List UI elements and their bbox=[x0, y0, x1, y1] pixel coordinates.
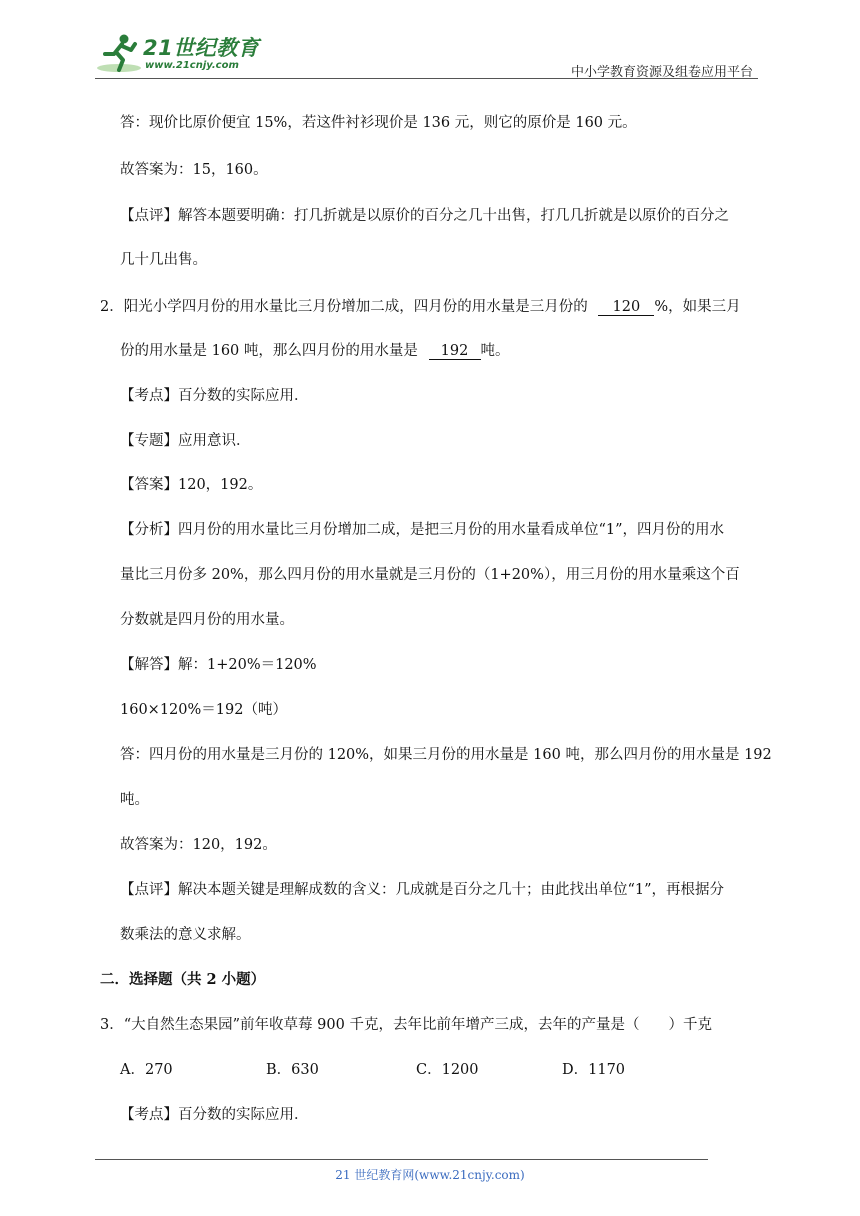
q2-stem-line-2 bbox=[120, 339, 510, 360]
q1-final-answer: 故答案为：15，160。 bbox=[120, 162, 268, 178]
footer-text[interactable]: 21 世纪教育网(www.21cnjy.com) bbox=[335, 1168, 525, 1182]
q2-blank-1: 120 bbox=[598, 299, 654, 316]
q2-stem-b: %，如果三月 bbox=[654, 299, 741, 315]
q2-comment-line-2: 数乘法的意义求解。 bbox=[120, 927, 251, 943]
q2-stem-d: 吨。 bbox=[480, 343, 510, 359]
q2-solution-line-4: 吨。 bbox=[120, 792, 149, 808]
q2-zhuanti: 【专题】应用意识． bbox=[120, 433, 251, 449]
q2-blank-2: 192 bbox=[429, 343, 481, 360]
q3-option-a: A．270 bbox=[120, 1062, 173, 1078]
q2-stem-line-1 bbox=[100, 295, 741, 316]
q1-comment-line-1: 【点评】解答本题要明确：打几折就是以原价的百分之几十出售，打几几折就是以原价的百分之 bbox=[120, 208, 729, 224]
footer-divider bbox=[95, 1159, 708, 1160]
header-platform-text: 中小学教育资源及组卷应用平台 bbox=[570, 65, 753, 80]
q1-comment-line-2: 几十几出售。 bbox=[120, 252, 207, 268]
q3-option-c: C．1200 bbox=[416, 1062, 479, 1078]
header-divider bbox=[95, 78, 758, 79]
q2-analysis-line-2: 量比三月份多 20%，那么四月份的用水量就是三月份的（1+20%），用三月份的用水量乘这个百 bbox=[120, 567, 740, 583]
q2-stem-a: 2．阳光小学四月份的用水量比三月份增加二成，四月份的用水量是三月份的 bbox=[100, 299, 588, 315]
q3-kaodian: 【考点】百分数的实际应用． bbox=[120, 1107, 309, 1123]
q2-analysis-line-1: 【分析】四月份的用水量比三月份增加二成，是把三月份的用水量看成单位“1”，四月份的用水 bbox=[120, 522, 725, 538]
q3-option-b: B．630 bbox=[266, 1062, 319, 1078]
q2-solution-line-3: 答：四月份的用水量是三月份的 120%，如果三月份的用水量是 160 吨，那么四月份的用水量是 192 bbox=[120, 747, 772, 763]
q2-stem-c: 份的用水量是 160 吨，那么四月份的用水量是 bbox=[120, 343, 418, 359]
section-2-title: 二．选择题（共 2 小题） bbox=[100, 971, 266, 988]
logo bbox=[95, 30, 265, 76]
q2-solution-line-1: 【解答】解：1+20%＝120% bbox=[120, 657, 317, 673]
runner-logo-icon bbox=[95, 32, 143, 74]
q1-answer: 答：现价比原价便宜 15%，若这件衬衫现价是 136 元，则它的原价是 160 元。 bbox=[120, 115, 637, 131]
q2-kaodian: 【考点】百分数的实际应用． bbox=[120, 388, 309, 404]
q3-option-d: D．1170 bbox=[562, 1062, 626, 1078]
page-header bbox=[0, 0, 860, 80]
q2-comment-line-1: 【点评】解决本题关键是理解成数的含义：几成就是百分之几十；由此找出单位“1”，再根据分 bbox=[120, 882, 725, 898]
logo-title: 21世纪教育 bbox=[143, 36, 260, 60]
q2-answer: 【答案】120，192。 bbox=[120, 477, 263, 493]
q3-stem: 3．“大自然生态果园”前年收草莓 900 千克，去年比前年增产三成，去年的产量是（ ）千克 bbox=[100, 1017, 712, 1033]
q2-solution-line-2: 160×120%＝192（吨） bbox=[120, 702, 287, 718]
q2-final-answer: 故答案为：120，192。 bbox=[120, 837, 277, 853]
q2-analysis-line-3: 分数就是四月份的用水量。 bbox=[120, 612, 294, 628]
logo-url: www.21cnjy.com bbox=[145, 60, 239, 71]
